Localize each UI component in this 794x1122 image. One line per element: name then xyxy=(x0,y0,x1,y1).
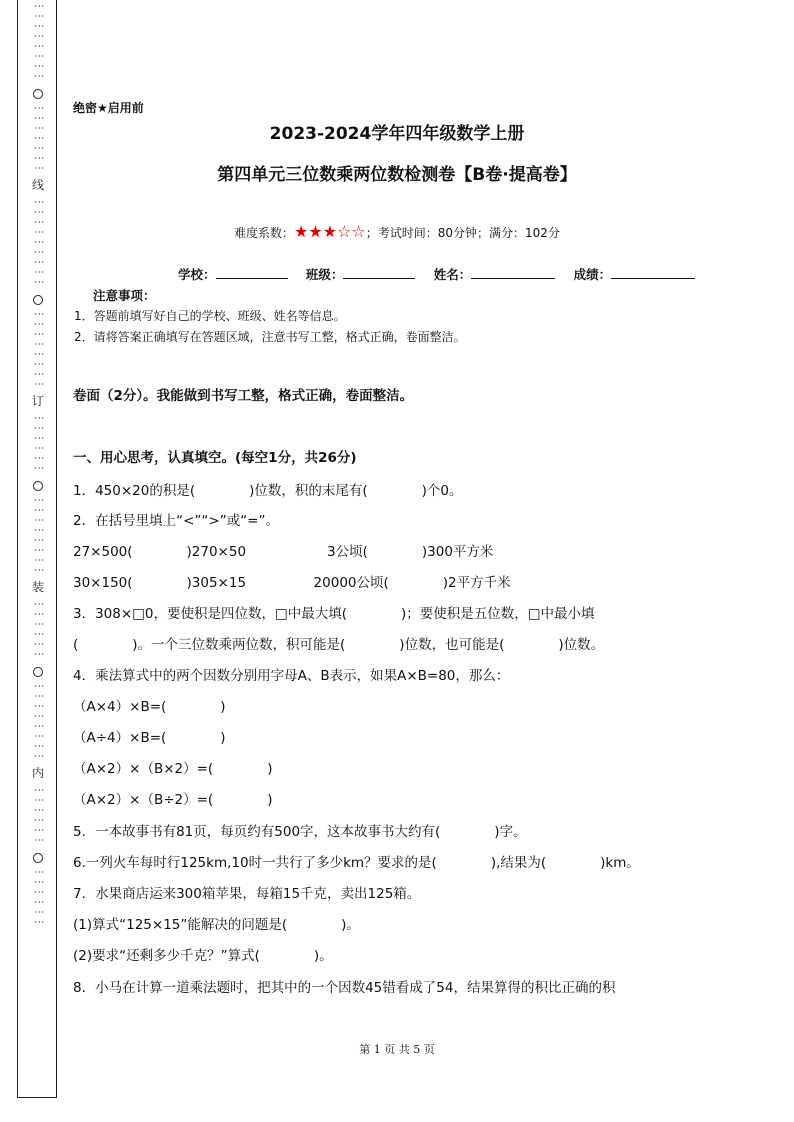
question-line: （A÷4）×B=( ) xyxy=(73,730,226,746)
question-line: 4．乘法算式中的两个因数分别用字母A、B表示，如果A×B=80，那么： xyxy=(73,668,510,684)
question-line: （A×2）×（B×2）=( ) xyxy=(73,761,273,777)
question-line: 27×500( )270×50 3公顷( )300平方米 xyxy=(73,544,494,560)
binding-circle-icon xyxy=(33,481,43,491)
neatness-statement: 卷面（2分）。我能做到书写工整，格式正确，卷面整洁。 xyxy=(73,388,414,404)
dotted-line: ⋮⋮⋮⋮⋮⋮ xyxy=(33,785,44,845)
class-field[interactable] xyxy=(343,266,415,279)
dotted-line: ⋮⋮⋮⋮⋮⋮ xyxy=(33,867,44,927)
binding-char-pack: 装 xyxy=(31,580,44,594)
question-line: （A×2）×（B÷2）=( ) xyxy=(73,792,273,808)
exam-time-score: ；考试时间：80分钟；满分：102分 xyxy=(365,226,560,240)
name-label: 姓名： xyxy=(433,267,472,282)
question-line: （A×4）×B=( ) xyxy=(73,699,226,715)
exam-subtitle: 第四单元三位数乘两位数检测卷【B卷·提高卷】 xyxy=(217,165,577,185)
exam-title: 2023-2024学年四年级数学上册 xyxy=(269,124,525,144)
confidential-label: 绝密★启用前 xyxy=(73,101,144,115)
binding-char-line: 线 xyxy=(31,178,44,192)
question-line: 5．一本故事书有81页，每页约有500字，这本故事书大约有( )字。 xyxy=(73,824,527,840)
difficulty-stars-empty-icon: ☆☆ xyxy=(337,222,366,241)
binding-circle-icon xyxy=(33,89,43,99)
binding-circle-icon xyxy=(33,853,43,863)
score-field[interactable] xyxy=(611,266,695,279)
difficulty-label: 难度系数： xyxy=(234,226,295,240)
notice-item: 2．请将答案正确填写在答题区域，注意书写工整，格式正确，卷面整洁。 xyxy=(74,330,466,344)
dotted-line: ⋮⋮⋮⋮⋮⋮⋮⋮⋮ xyxy=(33,197,44,287)
question-line: 8．小马在计算一道乘法题时，把其中的一个因数45错看成了54，结果算得的积比正确的积 xyxy=(73,980,616,996)
dotted-line: ⋮⋮⋮⋮⋮ xyxy=(33,31,44,81)
question-line: 6.一列火车每时行125km,10时一共行了多少km？要求的是( ),结果为( )km。 xyxy=(73,855,640,871)
difficulty-info xyxy=(0,222,794,241)
binding-circle-icon xyxy=(33,667,43,677)
dotted-line: ⋮⋮⋮⋮⋮⋮ xyxy=(33,413,44,473)
dotted-line: ⋮⋮⋮⋮⋮⋮⋮⋮ xyxy=(33,309,44,389)
binding-circle-icon xyxy=(33,295,43,305)
binding-char-order: 订 xyxy=(31,394,44,408)
dotted-line: ⋮⋮⋮ xyxy=(33,1,44,31)
dotted-line: ⋮⋮⋮⋮⋮⋮ xyxy=(33,599,44,659)
question-line: 3．308×□0，要使积是四位数，□中最大填( )；要使积是五位数，□中最小填 xyxy=(73,606,595,622)
score-label: 成绩： xyxy=(573,267,612,282)
page-footer: 第 1 页 共 5 页 xyxy=(359,1043,435,1056)
question-line: 7．水果商店运来300箱苹果，每箱15千克，卖出125箱。 xyxy=(73,886,421,902)
name-field[interactable] xyxy=(471,266,555,279)
question-line: 2．在括号里填上“<”“>”或“=”。 xyxy=(73,513,279,529)
notice-title: 注意事项： xyxy=(93,288,156,303)
question-line: ( )。一个三位数乘两位数，积可能是( )位数，也可能是( )位数。 xyxy=(73,637,605,653)
section-heading: 一、用心思考，认真填空。(每空1分，共26分) xyxy=(73,450,357,466)
binding-char-inner: 内 xyxy=(31,766,44,780)
difficulty-stars-filled-icon: ★★★ xyxy=(294,222,338,241)
class-label: 班级： xyxy=(305,267,344,282)
question-line: 30×150( )305×15 20000公顷( )2平方千米 xyxy=(73,575,511,591)
question-line: 1．450×20的积是( )位数，积的末尾有( )个0。 xyxy=(73,483,463,499)
dotted-line: ⋮⋮⋮⋮⋮⋮⋮ xyxy=(33,103,44,173)
dotted-line: ⋮⋮⋮⋮⋮⋮⋮⋮ xyxy=(33,681,44,761)
school-label: 学校： xyxy=(178,267,216,282)
school-field[interactable] xyxy=(216,266,288,279)
dotted-line: ⋮⋮⋮⋮⋮⋮⋮⋮ xyxy=(33,495,44,575)
student-info-fields xyxy=(178,265,695,283)
question-line: (2)要求“还剩多少千克？”算式( )。 xyxy=(73,948,333,964)
question-line: (1)算式“125×15”能解决的问题是( )。 xyxy=(73,917,360,933)
notice-item: 1．答题前填写好自己的学校、班级、姓名等信息。 xyxy=(74,309,346,323)
